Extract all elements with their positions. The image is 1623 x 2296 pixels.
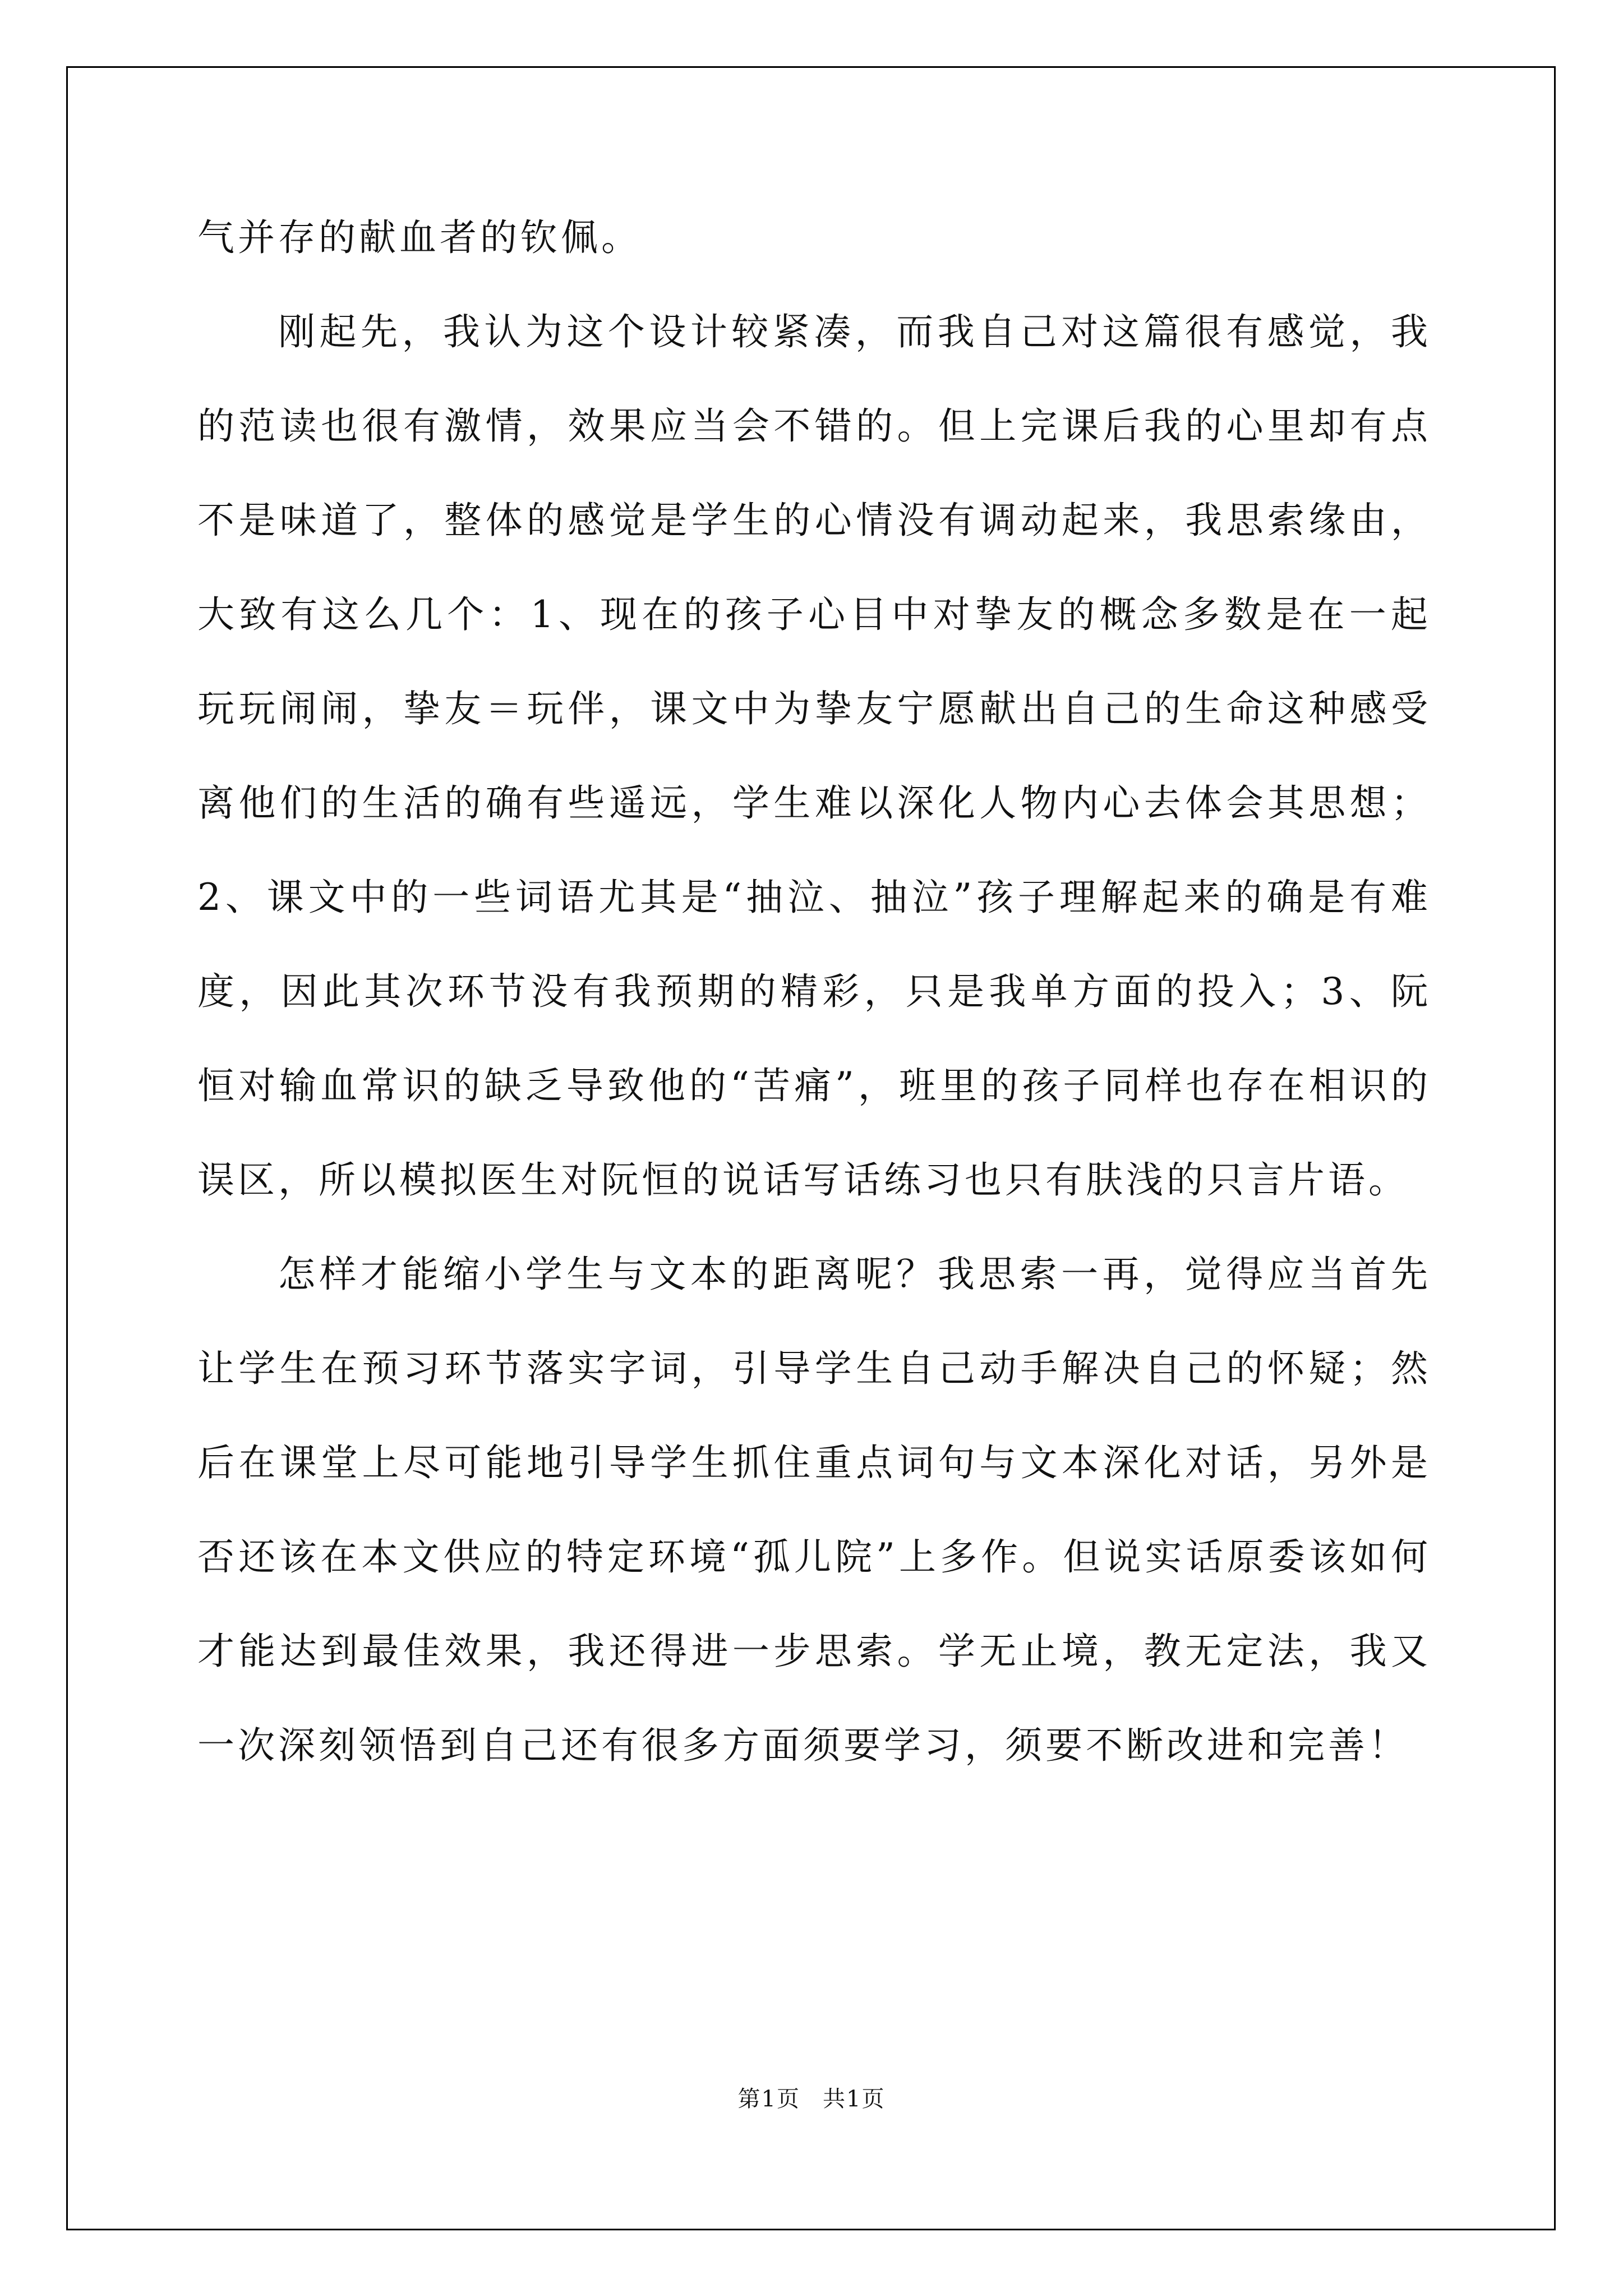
document-body [197,191,1431,1793]
paragraph-1: 气并存的献血者的钦佩。 [197,216,642,259]
page-number: 第1页 [737,2086,800,2112]
page-footer [0,2081,1623,2113]
paragraph-2: 刚起先，我认为这个设计较紧凑，而我自己对这篇很有感觉，我的范读也很有激情，效果应当会不错的。但上完课后我的心里却有点不是味道了，整体的感觉是学生的心情没有调动起来，我思索缘由，大致有这么几个：1、现在的孩子心目中对挚友的概念多数是在一起玩玩闹闹，挚友＝玩伴，课文中为挚友宁愿献出自己的生命这种感受离他们的生活的确有些遥远，学生难以深化人物内心去体会其思想；2、课文中的一些词语尤其是“抽泣、抽泣”孩子理解起来的确是有难度，因此其次环节没有我预期的精彩，只是我单方面的投入；3、阮恒对输血常识的缺乏导致他的“苦痛”，班里的孩子同样也存在相识的误区，所以模拟医生对阮恒的说话写话练习也只有肤浅的只言片语。 [197,310,1431,1202]
page-total: 共1页 [823,2086,886,2112]
paragraph-3: 怎样才能缩小学生与文本的距离呢？我思索一再，觉得应当首先让学生在预习环节落实字词，引导学生自己动手解决自己的怀疑；然后在课堂上尽可能地引导学生抓住重点词句与文本深化对话，另外是否还该在本文供应的特定环境“孤儿院”上多作。但说实话原委该如何才能达到最佳效果，我还得进一步思索。学无止境，教无定法，我又一次深刻领悟到自己还有很多方面须要学习，须要不断改进和完善！ [197,1253,1431,1767]
